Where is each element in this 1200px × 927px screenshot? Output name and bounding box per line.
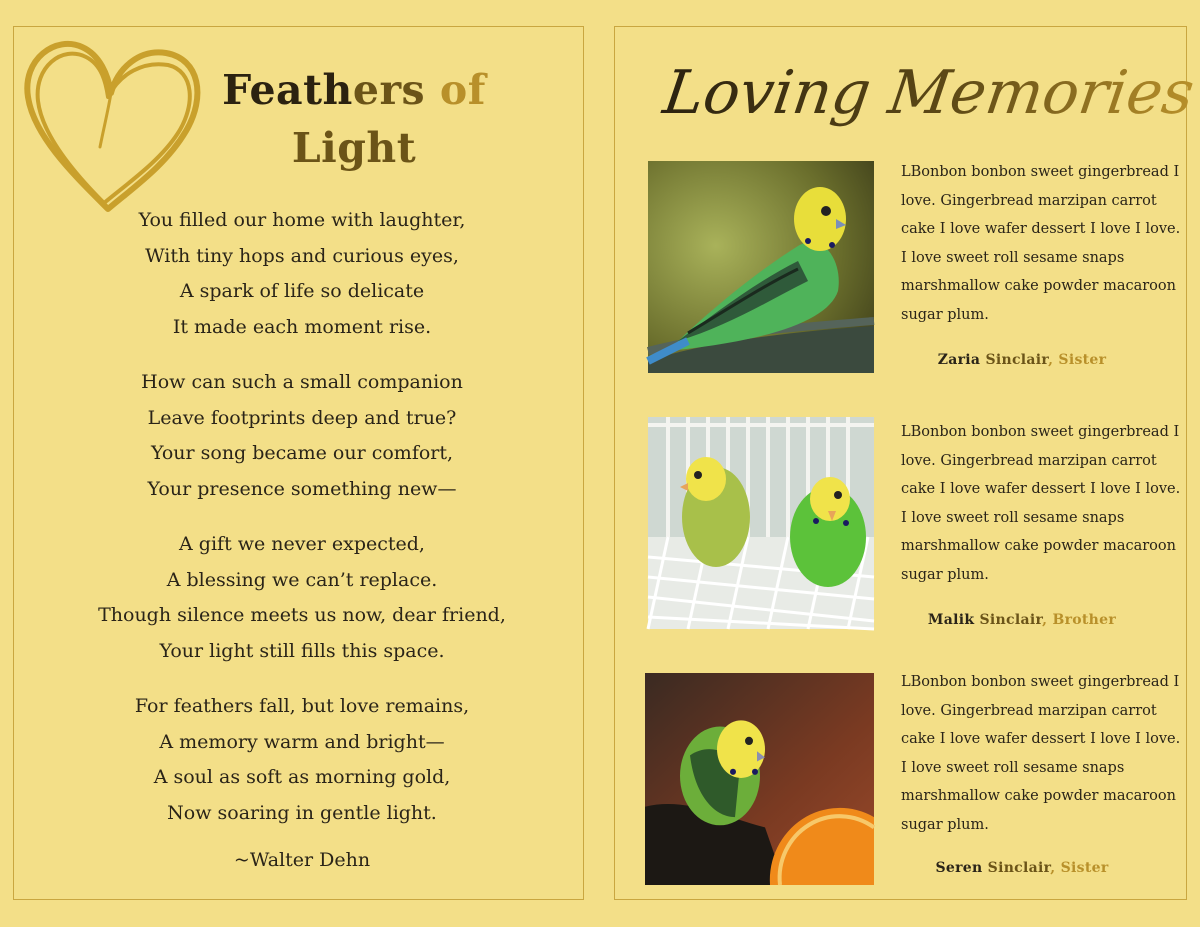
poem-line: For feathers fall, but love remains, [134,695,470,717]
signature-last-name: Sinclair [987,860,1051,876]
poem-line: Your song became our comfort, [150,442,454,464]
signature-relation: , Sister [1050,860,1109,876]
signature-relation: , Brother [1042,612,1117,628]
poem-line: A soul as soft as morning gold, [153,766,451,788]
memory-photo-1 [648,161,874,373]
budgie-photo-icon [648,161,874,373]
poem-line: How can such a small companion [141,371,463,393]
memory-text-3: LBonbon bonbon sweet gingerbread I love. Gingerbread marzipan carrot cake I love wafer dessert I love I love. I love sweet roll sesame snaps marshmallow cake powder macaroon sugar plum. [901,674,1181,833]
memory-photo-2 [648,417,874,629]
signature-last-name: Sinclair [985,352,1049,368]
poem-line: You filled our home with laughter, [138,209,466,231]
poem-line: A blessing we can’t replace. [166,568,438,591]
title-word-of: of [439,66,486,114]
memories-heading-text: Loving Memories [659,58,1199,128]
title-word-light: Light [291,124,417,172]
poem-line: A gift we never expected, [179,533,425,555]
signature-first-name: Zaria [937,352,981,368]
poem-line: A spark of life so delicate [179,280,425,302]
memory-photo-3 [645,673,874,885]
poem-title [154,61,554,177]
poem-line: Your light still fills this space. [159,639,445,662]
memory-signature-1 [901,352,1143,368]
poem-stanza [54,365,550,507]
title-word-end: ers [352,66,426,114]
poem-stanza [54,689,550,831]
budgie-orange-photo-icon [645,673,874,885]
title-word-start: Feath [222,66,353,114]
memory-signature-3 [901,860,1143,876]
memory-text-2: LBonbon bonbon sweet gingerbread I love. Gingerbread marzipan carrot cake I love wafer dessert I love I love. I love sweet roll sesame snaps marshmallow cake powder macaroon sugar plum. [901,424,1181,583]
signature-last-name: Sinclair [979,612,1043,628]
poem-stanza [54,527,550,669]
poem-author: ~Walter Dehn [233,849,371,871]
memory-signature-2 [901,612,1143,628]
signature-first-name: Malik [927,612,975,628]
poem-line: It made each moment rise. [172,315,432,338]
poem-body [54,203,550,851]
poem-line: Though silence meets us now, dear friend, [98,604,506,626]
poem-stanza [54,203,550,345]
poem-line: Now soaring in gentle light. [167,801,437,824]
memory-text-1: LBonbon bonbon sweet gingerbread I love. Gingerbread marzipan carrot cake I love wafer dessert I love I love. I love sweet roll sesame snaps marshmallow cake powder macaroon sugar plum. [901,164,1181,323]
poem-line: Your presence something new— [147,477,457,500]
poem-line: A memory warm and bright— [159,730,445,753]
budgies-cage-photo-icon [648,417,874,629]
signature-first-name: Seren [935,860,983,876]
memories-heading [659,41,1199,161]
poem-panel [13,26,584,900]
poem-line: Leave footprints deep and true? [147,406,457,429]
signature-relation: , Sister [1048,352,1107,368]
poem-line: With tiny hops and curious eyes, [145,244,459,267]
memories-panel [614,26,1199,900]
